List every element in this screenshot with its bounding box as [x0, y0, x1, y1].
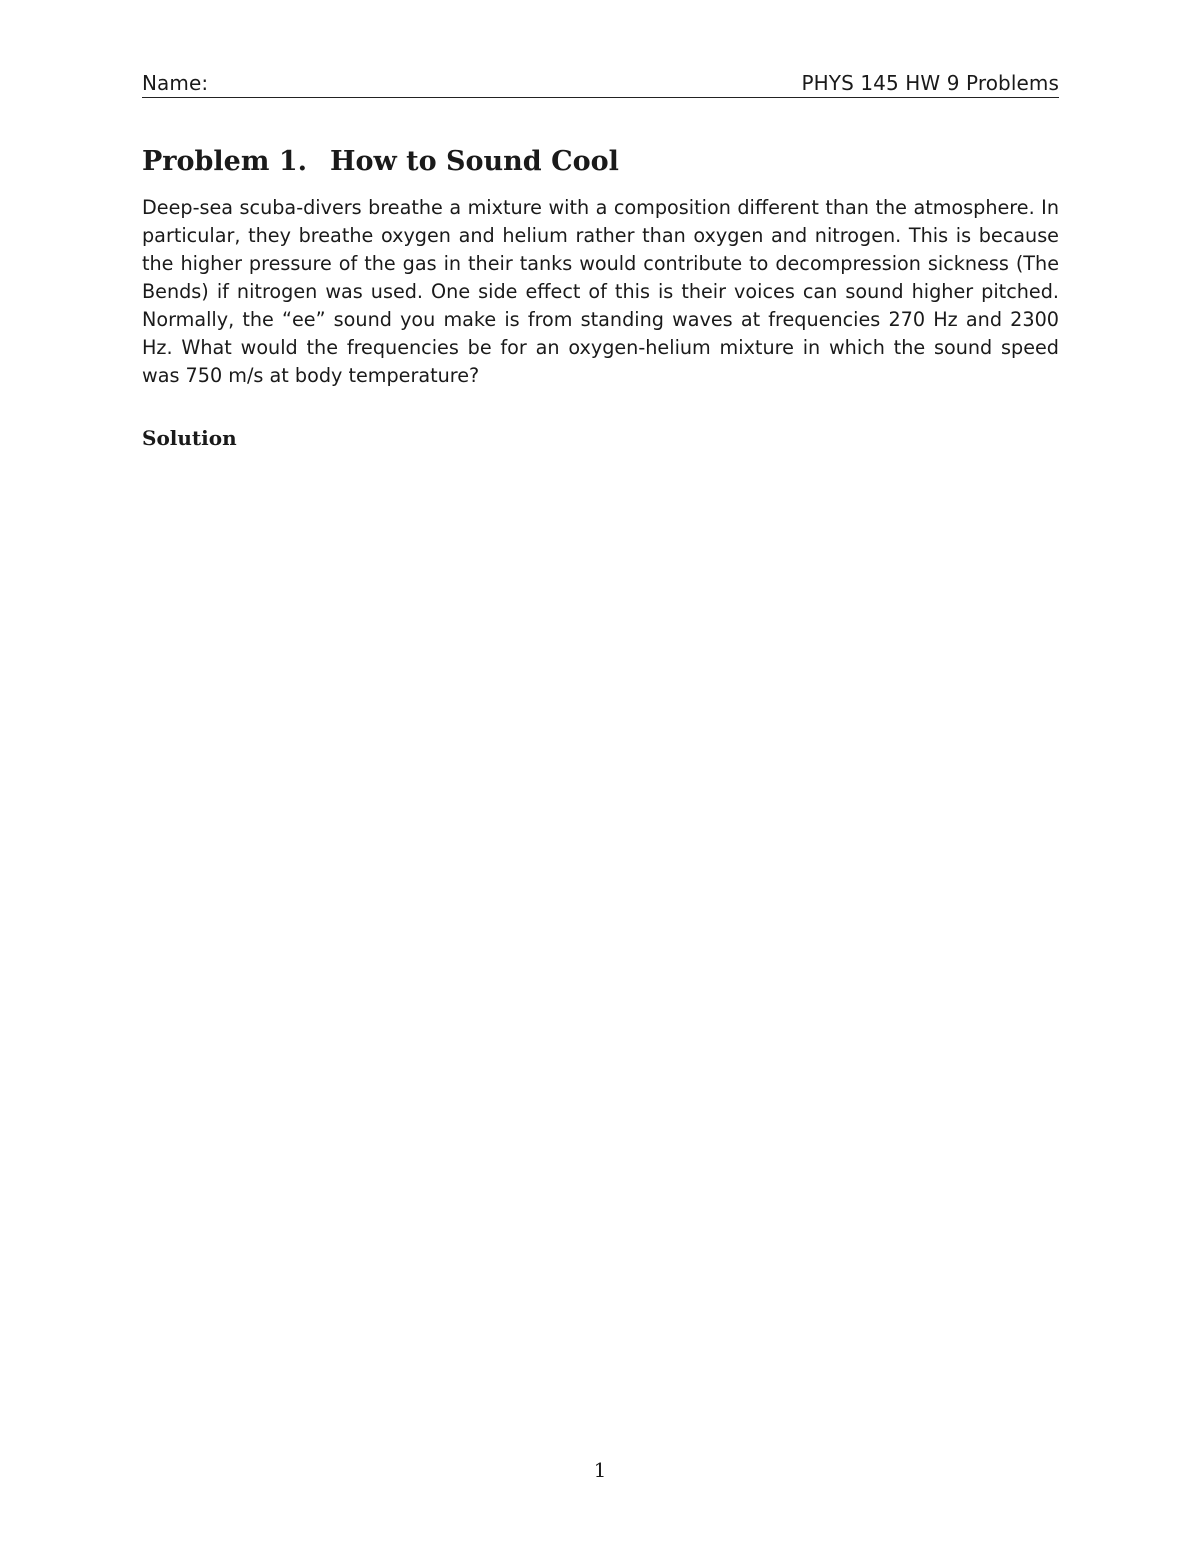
name-label: Name:	[142, 71, 209, 95]
problem-title: How to Sound Cool	[330, 146, 619, 177]
problem-body	[142, 194, 1059, 390]
problem-number: Problem 1.	[142, 146, 308, 177]
solution-heading: Solution	[142, 426, 237, 450]
problem-heading	[142, 144, 1059, 180]
course-title: PHYS 145 HW 9 Problems	[801, 71, 1059, 95]
problem-text: Deep-sea scuba-divers breathe a mixture with a composition different than the atmosphere. In particular, they breathe oxygen and helium rather than oxygen and nitrogen. This is because the higher pressure of the gas in their tanks would contribute to decompression sickness (The Bends) if nitrogen was used. One side effect of this is their voices can sound higher pitched. Normally, the “ee” sound you make is from standing waves at frequencies 270 Hz and 2300 Hz. What would the frequencies be for an oxygen-helium mixture in which the sound speed was 750 m/s at body temperature?	[142, 196, 1059, 387]
page-number: 1	[593, 1458, 607, 1482]
page-header	[142, 70, 1059, 98]
